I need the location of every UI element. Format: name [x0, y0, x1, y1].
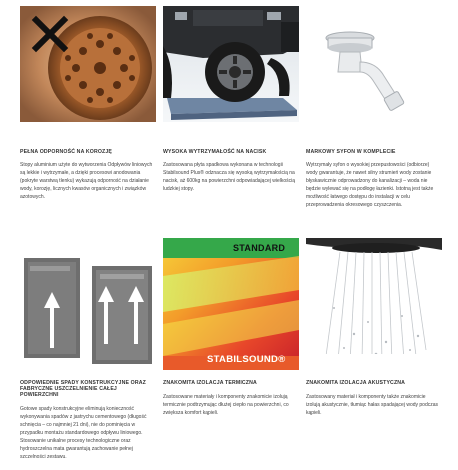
shower-head-icon — [306, 238, 442, 354]
shower-plates-image — [20, 252, 156, 368]
feature-description: Gotowe spady konstrukcyjne eliminują konieczność wykonywania spadów z jastrychu cementowego (długość schnięcia – co najmniej 21 dni), nie do pominięcia w przypadku montażu standardowego odpływu liniowego. Stosowanie unikalne procesy technologiczne oraz hydroszczelna mata gwarantują zachowanie pełnej szczelności zestawu. — [20, 406, 147, 460]
thermal-label-stabilsound: STABILSOUND® — [207, 354, 286, 365]
feature-description: Stopy aluminium użyte do wytworzenia Odpływów liniowych są lekkie i wytrzymałe, a dzięki procesowi anodowania (pokryte warstwą tlenku) wykazują odporność na działanie wody, korozję, licznych kwasów organicznych i związków azotowych. — [20, 162, 153, 200]
jeep-wheel-icon — [205, 42, 265, 102]
feature-title: ODPOWIEDNIE SPADY KONSTRUKCYJNE ORAZ FABRYCZNE USZCZELNIENIE CAŁEJ POWIERZCHNI — [20, 380, 146, 398]
shower-plate-icon — [20, 252, 156, 368]
feature-description: Zastosowana płyta spadkowa wykonana w technologii Stabilsound Plus® odznacza się wysoką wytrzymałością na nacisk, aż 600kg na powierzchni odpowiadającej wielkością ludzkiej stopy. — [163, 162, 296, 192]
feature-title: ZNAKOMITA IZOLACJA TERMICZNA — [163, 380, 257, 386]
siphon-image — [306, 6, 442, 122]
feature-description: Zastosowane materiały i komponenty znakomicie izolują termicznie podtrzymując dłużej ciepło na powierzchni, co zwiększa komfort kąpieli. — [163, 394, 289, 416]
jeep-on-plate-image — [163, 6, 299, 122]
thermal-image — [163, 238, 299, 370]
feature-title: WYSOKA WYTRZYMAŁOŚĆ NA NACISK — [163, 149, 267, 155]
feature-title: ZNAKOMITA IZOLACJA AKUSTYCZNA — [306, 380, 406, 386]
feature-description: Zastosowany materiał i komponenty także znakomicie izolują akustycznie, tłumiąc hałas spadającej wody podczas kąpieli. — [306, 394, 439, 416]
thermal-label-standard: STANDARD — [233, 243, 286, 253]
corrosion-drain-image — [20, 6, 156, 122]
siphon-icon — [306, 6, 442, 122]
feature-title: MARKOWY SYFON W KOMPLECIE — [306, 149, 396, 155]
thermal-image-icon — [163, 238, 299, 370]
shower-water-image — [306, 238, 442, 354]
feature-title: PEŁNA ODPORNOŚĆ NA KOROZJĘ — [20, 149, 112, 155]
feature-description: Wytrzymały syfon o wysokiej przepustowości (odbiorze) wody gwarantuje, że nawet silny strumień wody zostanie błyskawicznie odprowadzony do kanalizacji – woda nie będzie wylewać się na podłogę łazienki. Istotną jest także możliwość łatwego dostępu do instalacji w celu przeprowadzenia okresowego czyszczenia. — [306, 162, 434, 208]
